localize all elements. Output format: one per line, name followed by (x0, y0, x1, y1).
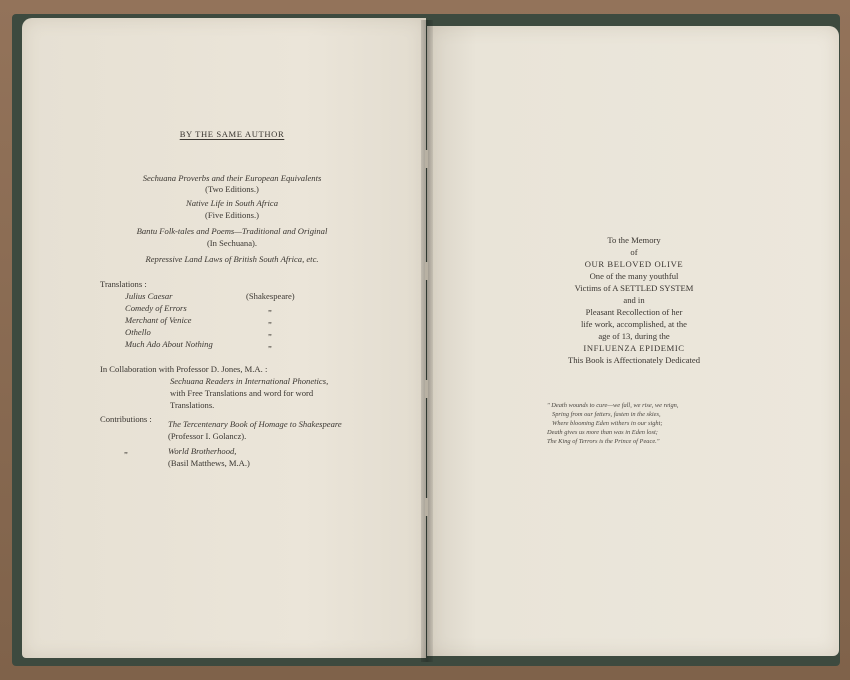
binding-stitch (425, 498, 428, 516)
book-title: Bantu Folk-tales and Poems—Traditional and Original (136, 226, 328, 236)
book-note: (Two Editions.) (205, 184, 259, 194)
translation-mark: (Shakespeare) (246, 291, 295, 301)
translation-title: Julius Caesar (125, 291, 173, 301)
book-gutter (421, 20, 433, 662)
dedication-line: Victims of A SETTLED SYSTEM (574, 283, 694, 293)
contributions-label: Contributions : (100, 414, 152, 424)
translation-mark: „ (268, 339, 272, 349)
dedication-line: life work, accomplished, at the (581, 319, 687, 329)
contribution-note: (Professor I. Golancz). (168, 431, 247, 441)
dedication-line: One of the many youthful (589, 271, 679, 281)
left-heading: BY THE SAME AUTHOR (179, 129, 285, 139)
collaboration-line: In Collaboration with Professor D. Jones, M.A. : (100, 364, 268, 374)
collaboration-title: Sechuana Readers in International Phonetics, (170, 376, 329, 386)
translation-title: Comedy of Errors (125, 303, 187, 313)
contribution-title: The Tercentenary Book of Homage to Shakespeare (168, 419, 342, 429)
dedication-line: of (630, 247, 638, 257)
binding-stitch (425, 262, 428, 280)
binding-stitch (425, 150, 428, 168)
dedication-line: INFLUENZA EPIDEMIC (583, 343, 685, 353)
ditto-mark: „ (124, 445, 128, 455)
book-note: (Five Editions.) (205, 210, 259, 220)
translation-mark: „ (268, 315, 272, 325)
book-title: Repressive Land Laws of British South Africa, etc. (145, 254, 319, 264)
contribution-note: (Basil Matthews, M.A.) (168, 458, 250, 468)
dedication-line: Pleasant Recollection of her (585, 307, 683, 317)
translation-title: Othello (125, 327, 151, 337)
contribution-title: World Brotherhood, (168, 446, 237, 456)
poem-line: " Death wounds to cure—we fall, we rise, we reign, (547, 402, 679, 409)
translation-mark: „ (268, 303, 272, 313)
translation-mark: „ (268, 327, 272, 337)
book-note: (In Sechuana). (206, 238, 258, 248)
collaboration-line: Translations. (170, 400, 215, 410)
dedication-line: age of 13, during the (598, 331, 670, 341)
binding-stitch (425, 380, 428, 398)
poem-line: Spring from our fetters, fasten in the skies, (552, 411, 661, 418)
poem-line: Death gives us more than was in Eden lost; (547, 429, 658, 436)
translations-label: Translations : (100, 279, 147, 289)
translation-title: Much Ado About Nothing (125, 339, 213, 349)
book-title: Native Life in South Africa (186, 198, 278, 208)
dedication-line: To the Memory (607, 235, 661, 245)
collaboration-line: with Free Translations and word for word (170, 388, 314, 398)
dedication-line: and in (623, 295, 645, 305)
poem-line: The King of Terrors is the Prince of Peace." (547, 438, 660, 445)
poem-line: Where blooming Eden withers in our sight; (552, 420, 663, 427)
dedication-line: This Book is Affectionately Dedicated (567, 355, 701, 365)
dedication-name: OUR BELOVED OLIVE (584, 259, 684, 269)
translation-title: Merchant of Venice (125, 315, 192, 325)
left-page (22, 18, 426, 658)
book-title: Sechuana Proverbs and their European Equivalents (142, 173, 322, 183)
